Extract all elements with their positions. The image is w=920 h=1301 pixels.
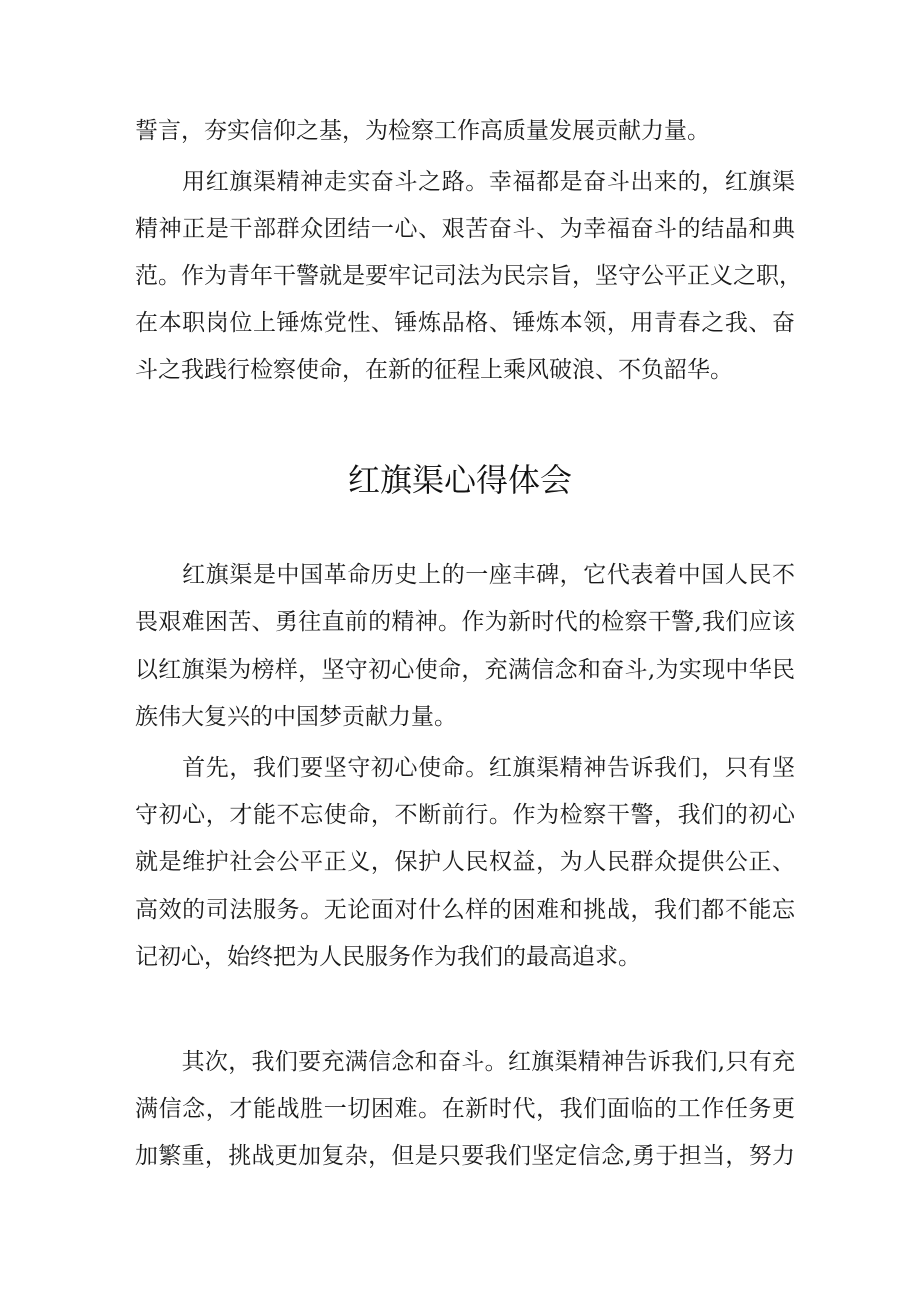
paragraph-line: 誓言，夯实信仰之基，为检察工作高质量发展贡献力量。: [135, 118, 710, 144]
paragraph-line: 斗之我践行检察使命，在新的征程上乘风破浪、不负韶华。: [135, 357, 733, 383]
paragraph-line: 畏艰难困苦、勇往直前的精神。作为新时代的检察干警,我们应该: [135, 609, 795, 635]
paragraph-line: 精神正是干部群众团结一心、艰苦奋斗、为幸福奋斗的结晶和典: [135, 216, 795, 242]
paragraph-line: 高效的司法服务。无论面对什么样的困难和挑战，我们都不能忘: [135, 897, 795, 923]
paragraph-line: 以红旗渠为榜样，坚守初心使命，充满信念和奋斗,为实现中华民: [135, 657, 795, 683]
paragraph-line: 加繁重，挑战更加复杂，但是只要我们坚定信念,勇于担当，努力: [135, 1143, 795, 1169]
paragraph-line: 族伟大复兴的中国梦贡献力量。: [135, 704, 457, 730]
paragraph-line: 就是维护社会公平正义，保护人民权益，为人民群众提供公正、: [135, 849, 795, 875]
paragraph-line: 满信念，才能战胜一切困难。在新时代，我们面临的工作任务更: [135, 1096, 795, 1122]
paragraph-line: 用红旗渠精神走实奋斗之路。幸福都是奋斗出来的，红旗渠: [135, 169, 795, 195]
section-title: 红旗渠心得体会: [347, 461, 572, 499]
paragraph-line: 首先，我们要坚守初心使命。红旗渠精神告诉我们，只有坚: [135, 755, 795, 781]
paragraph-line: 在本职岗位上锤炼党性、锤炼品格、锤炼本领，用青春之我、奋: [135, 310, 795, 336]
paragraph-line: 范。作为青年干警就是要牢记司法为民宗旨，坚守公平正义之职，: [135, 263, 802, 289]
paragraph-line: 其次，我们要充满信念和奋斗。红旗渠精神告诉我们,只有充: [135, 1049, 795, 1075]
paragraph-line: 红旗渠是中国革命历史上的一座丰碑，它代表着中国人民不: [135, 562, 795, 588]
paragraph-line: 记初心，始终把为人民服务作为我们的最高追求。: [135, 944, 641, 970]
paragraph-line: 守初心，才能不忘使命，不断前行。作为检察干警，我们的初心: [135, 802, 795, 828]
